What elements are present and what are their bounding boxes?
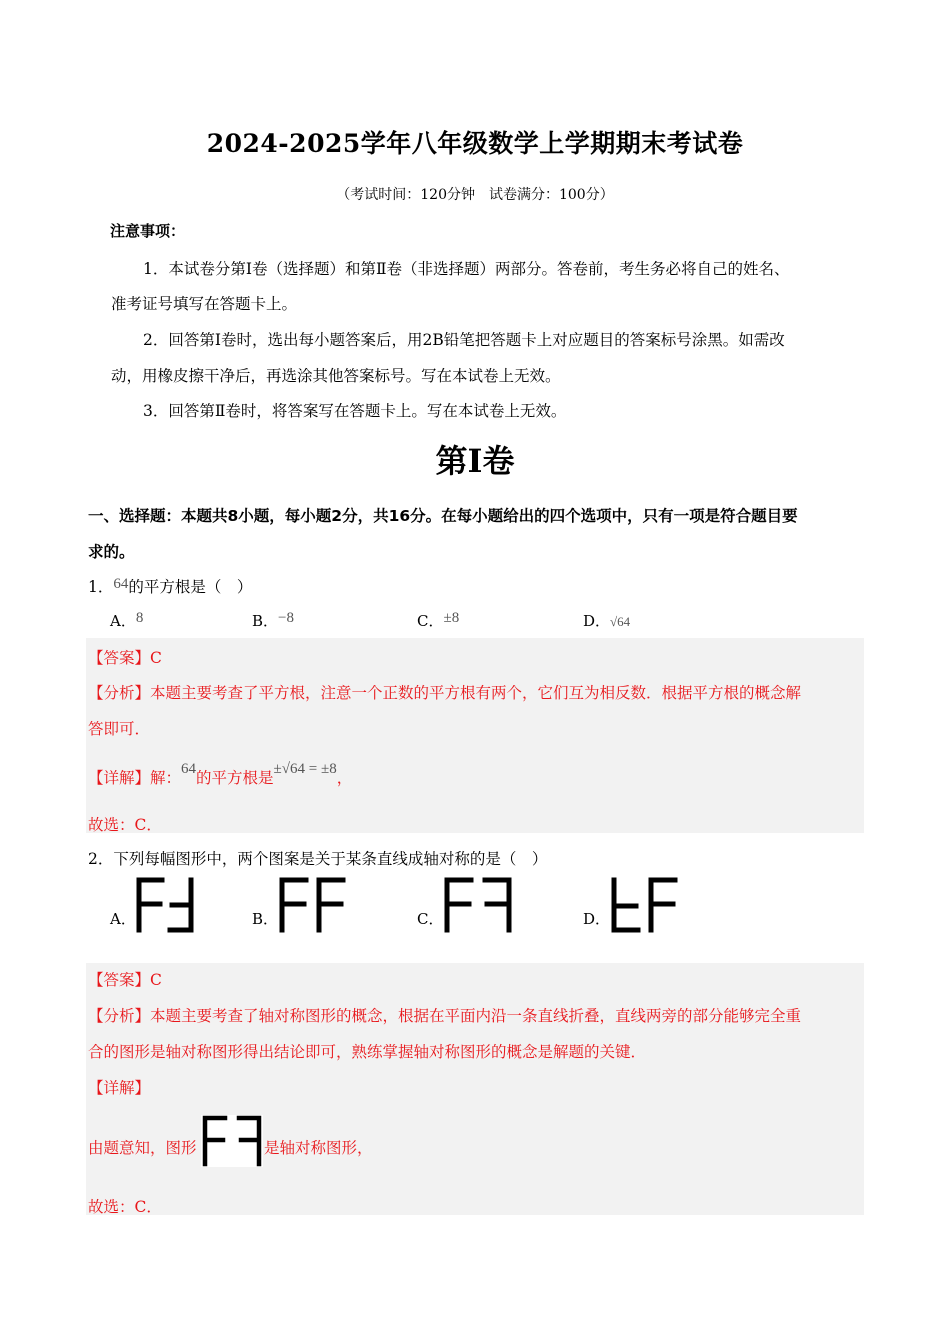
q2-analysis-line-2: 合的图形是轴对称图形得出结论即可，熟练掌握轴对称图形的概念是解题的关键． <box>88 1043 647 1061</box>
q2-conclusion: 故选：C． <box>88 1198 162 1216</box>
q1-detail: 【详解】解：64的平方根是±√64 = ±8， <box>88 761 353 787</box>
notice-heading: 注意事项： <box>110 222 186 240</box>
notice-item-1-line-2: 准考证号填写在答题卡上。 <box>111 295 298 313</box>
q2-solution-box <box>86 963 864 1215</box>
exam-title: 2024-2025学年八年级数学上学期期末考试卷 <box>206 129 744 158</box>
q1-solution-box <box>86 638 864 833</box>
q1-math: 64 <box>113 576 129 592</box>
q1-option-a: A．8 <box>110 610 144 630</box>
q2-option-c-figure <box>443 877 513 933</box>
q1-answer: 【答案】C <box>88 649 162 667</box>
q2-option-d-label: D． <box>583 910 611 928</box>
q1-analysis-line-1: 【分析】本题主要考查了平方根，注意一个正数的平方根有两个，它们互为相反数．根据平方根的概念解 <box>88 684 802 702</box>
notice-item-2-line-2: 动，用橡皮擦干净后，再选涂其他答案标号。写在本试卷上无效。 <box>111 367 561 385</box>
q2-option-d-figure <box>610 877 680 933</box>
q2-detail-tag: 【详解】 <box>88 1079 151 1097</box>
q2-answer: 【答案】C <box>88 971 162 989</box>
q1-stem-text: 的平方根是（ ） <box>128 578 253 596</box>
q2-analysis-line-1: 【分析】本题主要考查了轴对称图形的概念，根据在平面内沿一条直线折叠，直线两旁的部分能够完全重 <box>88 1007 802 1025</box>
q1-conclusion: 故选：C． <box>88 816 162 834</box>
q1-stem <box>88 575 252 597</box>
q1-option-d: D．√64 <box>583 612 631 630</box>
q2-option-a-label: A． <box>110 910 136 928</box>
q2-detail-prefix: 由题意知，图形 <box>88 1139 197 1157</box>
notice-item-3: 3．回答第Ⅱ卷时，将答案写在答题卡上。写在本试卷上无效。 <box>143 402 567 420</box>
section-1-heading-line-2: 求的。 <box>88 543 135 561</box>
q2-option-b-figure <box>278 877 348 933</box>
notice-item-2-line-1: 2．回答第Ⅰ卷时，选出每小题答案后，用2B铅笔把答题卡上对应题目的答案标号涂黑。如需改 <box>143 331 785 349</box>
q2-option-a-figure <box>135 877 197 933</box>
notice-item-1-line-1: 1．本试卷分第Ⅰ卷（选择题）和第Ⅱ卷（非选择题）两部分。答卷前，考生务必将自己的姓名、 <box>143 260 790 278</box>
section-1-heading-line-1: 一、选择题：本题共8小题，每小题2分，共16分。在每小题给出的四个选项中，只有一项是符合题目要 <box>88 507 798 525</box>
q1-analysis-line-2: 答即可． <box>88 720 151 738</box>
q2-option-c-label: C． <box>417 910 444 928</box>
q1-number: 1． <box>88 578 114 596</box>
q2-stem: 2．下列每幅图形中，两个图案是关于某条直线成轴对称的是（ ） <box>88 850 548 868</box>
exam-subtitle: （考试时间：120分钟 试卷满分：100分） <box>336 187 614 203</box>
volume-title: 第Ⅰ卷 <box>435 442 515 480</box>
q2-option-b-label: B． <box>252 910 279 928</box>
q2-detail-figure <box>201 1115 263 1167</box>
q2-detail-suffix: 是轴对称图形， <box>264 1139 373 1157</box>
q1-option-c: C．±8 <box>417 610 460 630</box>
q1-option-b: B．−8 <box>252 610 294 630</box>
